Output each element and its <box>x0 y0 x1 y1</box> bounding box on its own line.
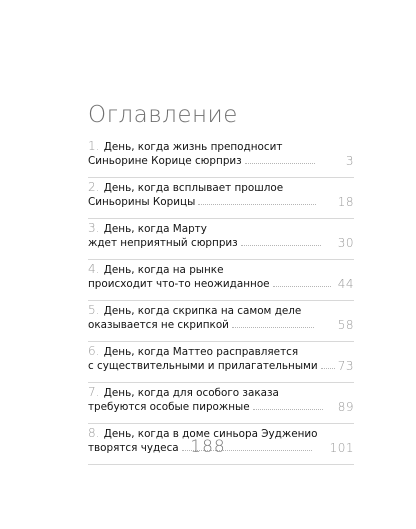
entry-line-1 <box>88 345 354 360</box>
entry-title-line-2: с существительными и прилагательными <box>88 359 318 372</box>
entry-page-number: 3 <box>345 154 354 168</box>
entry-line-2 <box>88 196 354 210</box>
dot-leader <box>232 326 314 328</box>
entry-text <box>88 222 354 250</box>
entry-title-line-1: День, когда скрипка на самом деле <box>103 305 302 317</box>
toc-entry[interactable] <box>88 386 354 424</box>
toc-entry[interactable] <box>88 140 354 178</box>
entry-title-line-1: День, когда Марту <box>103 223 207 235</box>
entry-title-line-2: оказывается не скрипкой <box>88 318 229 331</box>
entry-page-number: 101 <box>329 441 354 455</box>
entry-line-2 <box>88 360 354 374</box>
entry-divider <box>88 464 354 465</box>
entry-number: 4. <box>88 262 100 276</box>
entry-page-number: 30 <box>337 236 354 250</box>
entry-line-2 <box>88 278 354 292</box>
entry-line-2 <box>88 401 354 415</box>
entry-page-number: 89 <box>337 400 354 414</box>
dot-leader <box>198 203 316 205</box>
entry-page-number: 73 <box>337 359 354 373</box>
entry-divider <box>88 423 354 424</box>
entry-number: 5. <box>88 303 100 317</box>
entry-line-1 <box>88 222 354 237</box>
dot-leader <box>253 408 323 410</box>
entry-text <box>88 263 354 291</box>
entry-title-line-1: День, когда Маттео расправляется <box>103 346 299 358</box>
entry-line-1 <box>88 263 354 278</box>
entry-number: 1. <box>88 139 100 153</box>
entry-number: 6. <box>88 344 100 358</box>
page-folio-number: 188 <box>190 437 226 457</box>
entry-title-line-2: происходит что-то неожиданное <box>88 277 270 290</box>
entry-divider <box>88 300 354 301</box>
dot-leader <box>273 285 331 287</box>
dot-leader <box>321 367 335 369</box>
entry-title-line-2: Синьорине Корице сюрприз <box>88 154 242 167</box>
entry-title-line-2: ждет неприятный сюрприз <box>88 236 238 249</box>
entry-page-number: 58 <box>337 318 354 332</box>
entry-number: 8. <box>88 426 100 440</box>
toc-entry[interactable] <box>88 181 354 219</box>
entry-page-number: 18 <box>337 195 354 209</box>
entry-title-line-2: Синьорины Корицы <box>88 195 196 208</box>
dot-leader <box>245 162 315 164</box>
toc-entry[interactable] <box>88 222 354 260</box>
entry-text <box>88 345 354 373</box>
entry-text <box>88 304 354 332</box>
dot-leader <box>241 244 321 246</box>
toc-title: Оглавление <box>88 102 238 128</box>
entry-text <box>88 140 354 168</box>
entry-title-line-1: День, когда для особого заказа <box>103 387 279 399</box>
toc-entry[interactable] <box>88 345 354 383</box>
entry-line-2 <box>88 155 354 169</box>
entry-title-line-2: требуются особые пирожные <box>88 400 250 413</box>
entry-divider <box>88 177 354 178</box>
entry-line-1 <box>88 304 354 319</box>
entry-title-line-1: День, когда в доме синьора Эудженио <box>103 428 318 440</box>
toc-entry[interactable] <box>88 263 354 301</box>
entry-title-line-1: День, когда всплывает прошлое <box>103 182 284 194</box>
toc-entry[interactable] <box>88 304 354 342</box>
entry-line-1 <box>88 181 354 196</box>
entry-number: 7. <box>88 385 100 399</box>
entry-line-1 <box>88 386 354 401</box>
entry-title-line-1: День, когда жизнь преподносит <box>103 141 283 153</box>
entry-divider <box>88 259 354 260</box>
entry-text <box>88 181 354 209</box>
entry-line-1 <box>88 140 354 155</box>
entry-text <box>88 386 354 414</box>
entry-title-line-2: творятся чудеса <box>88 441 179 454</box>
entry-number: 3. <box>88 221 100 235</box>
entry-divider <box>88 341 354 342</box>
entry-line-2 <box>88 319 354 333</box>
entry-number: 2. <box>88 180 100 194</box>
entry-line-2 <box>88 237 354 251</box>
toc-list <box>88 140 354 468</box>
entry-page-number: 44 <box>337 277 354 291</box>
entry-divider <box>88 218 354 219</box>
entry-divider <box>88 382 354 383</box>
entry-title-line-1: День, когда на рынке <box>103 264 224 276</box>
